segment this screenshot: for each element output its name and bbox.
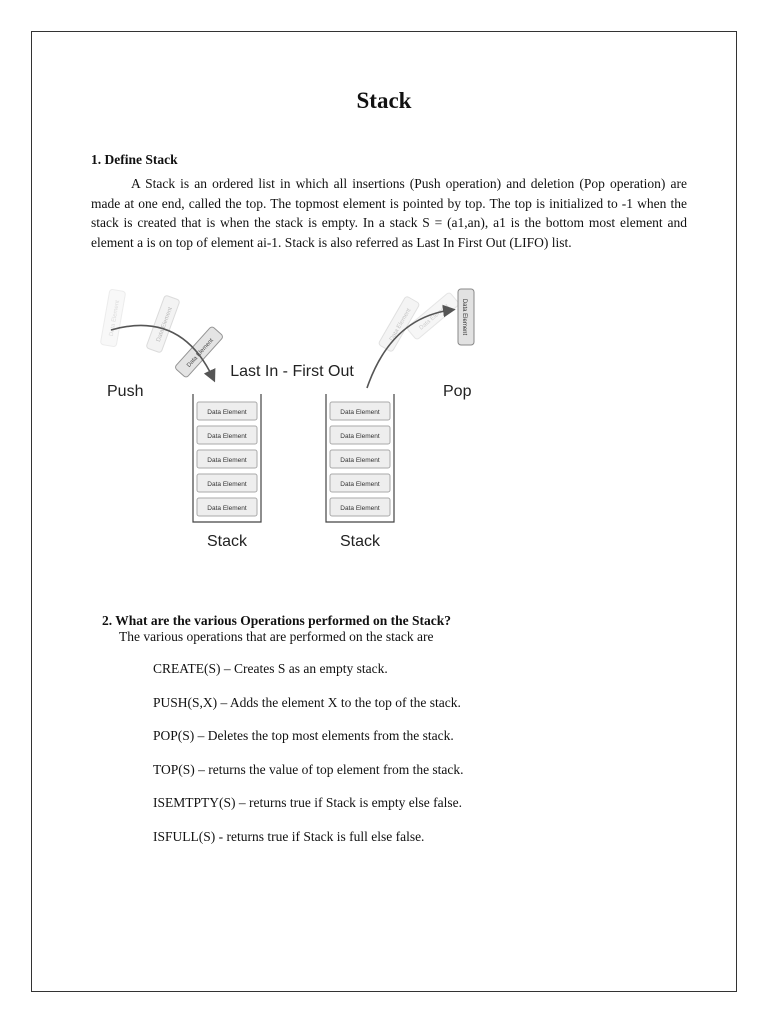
pop-label: Pop — [443, 383, 472, 400]
operation-create: CREATE(S) – Creates S as an empty stack. — [153, 661, 388, 676]
operation-isfull: ISFULL(S) - returns true if Stack is full else false. — [153, 828, 425, 844]
left-stack-label: Stack — [206, 533, 248, 550]
right-stack — [326, 394, 394, 550]
pop-element-current: Data Element — [461, 298, 467, 336]
section-1-heading: 1. Define Stack — [91, 152, 178, 167]
pop-outgoing-elements — [378, 289, 474, 352]
section-2-heading: 2. What are the various Operations performed on the Stack? — [102, 613, 451, 628]
pop-element-faded-2: Data Element — [418, 303, 451, 332]
left-stack-element-2: Data Element — [207, 433, 247, 440]
left-stack-element-4: Data Element — [207, 481, 247, 488]
section-1-paragraph: A Stack is an ordered list in which all insertions (Push operation) and deletion (Pop operation) are made at one end, called the top. The topmost element is pointed by top. The top is initialized to -1 when the stack is created that is when the stack is empty. In a stack S = (a1,an), a1 is the bottom most element and element a is on top of element ai-1. Stack is also referred as Last In First Out (LIFO) list. — [91, 176, 687, 250]
push-element-faded-2: Data Element — [155, 306, 174, 343]
right-stack-element-3: Data Element — [340, 457, 380, 464]
left-stack — [193, 394, 261, 550]
page-title: Stack — [356, 88, 412, 113]
section-2-intro: The various operations that are performed on the stack are — [119, 629, 434, 644]
left-stack-element-5: Data Element — [207, 505, 247, 512]
left-stack-element-3: Data Element — [207, 457, 247, 464]
operation-pop: POP(S) – Deletes the top most elements from the stack. — [153, 728, 454, 743]
right-stack-element-1: Data Element — [340, 409, 380, 416]
left-stack-element-1: Data Element — [207, 409, 247, 416]
operations-list — [153, 661, 464, 862]
pop-element-faded-1: Data Element — [389, 307, 413, 343]
operation-isempty: ISEMTPTY(S) – returns true if Stack is empty else false. — [153, 795, 462, 810]
right-stack-element-4: Data Element — [340, 481, 380, 488]
operation-push: PUSH(S,X) – Adds the element X to the top of the stack. — [153, 694, 461, 710]
push-label: Push — [107, 383, 144, 400]
right-stack-element-2: Data Element — [340, 433, 380, 440]
stack-diagram — [91, 282, 521, 560]
operation-top: TOP(S) – returns the value of top element from the stack. — [153, 761, 464, 777]
right-stack-element-5: Data Element — [340, 505, 380, 512]
right-stack-label: Stack — [339, 533, 381, 550]
lifo-label: Last In - First Out — [230, 363, 354, 380]
push-element-current: Data Element — [186, 337, 215, 369]
push-element-faded-1: Data Element — [108, 299, 122, 337]
